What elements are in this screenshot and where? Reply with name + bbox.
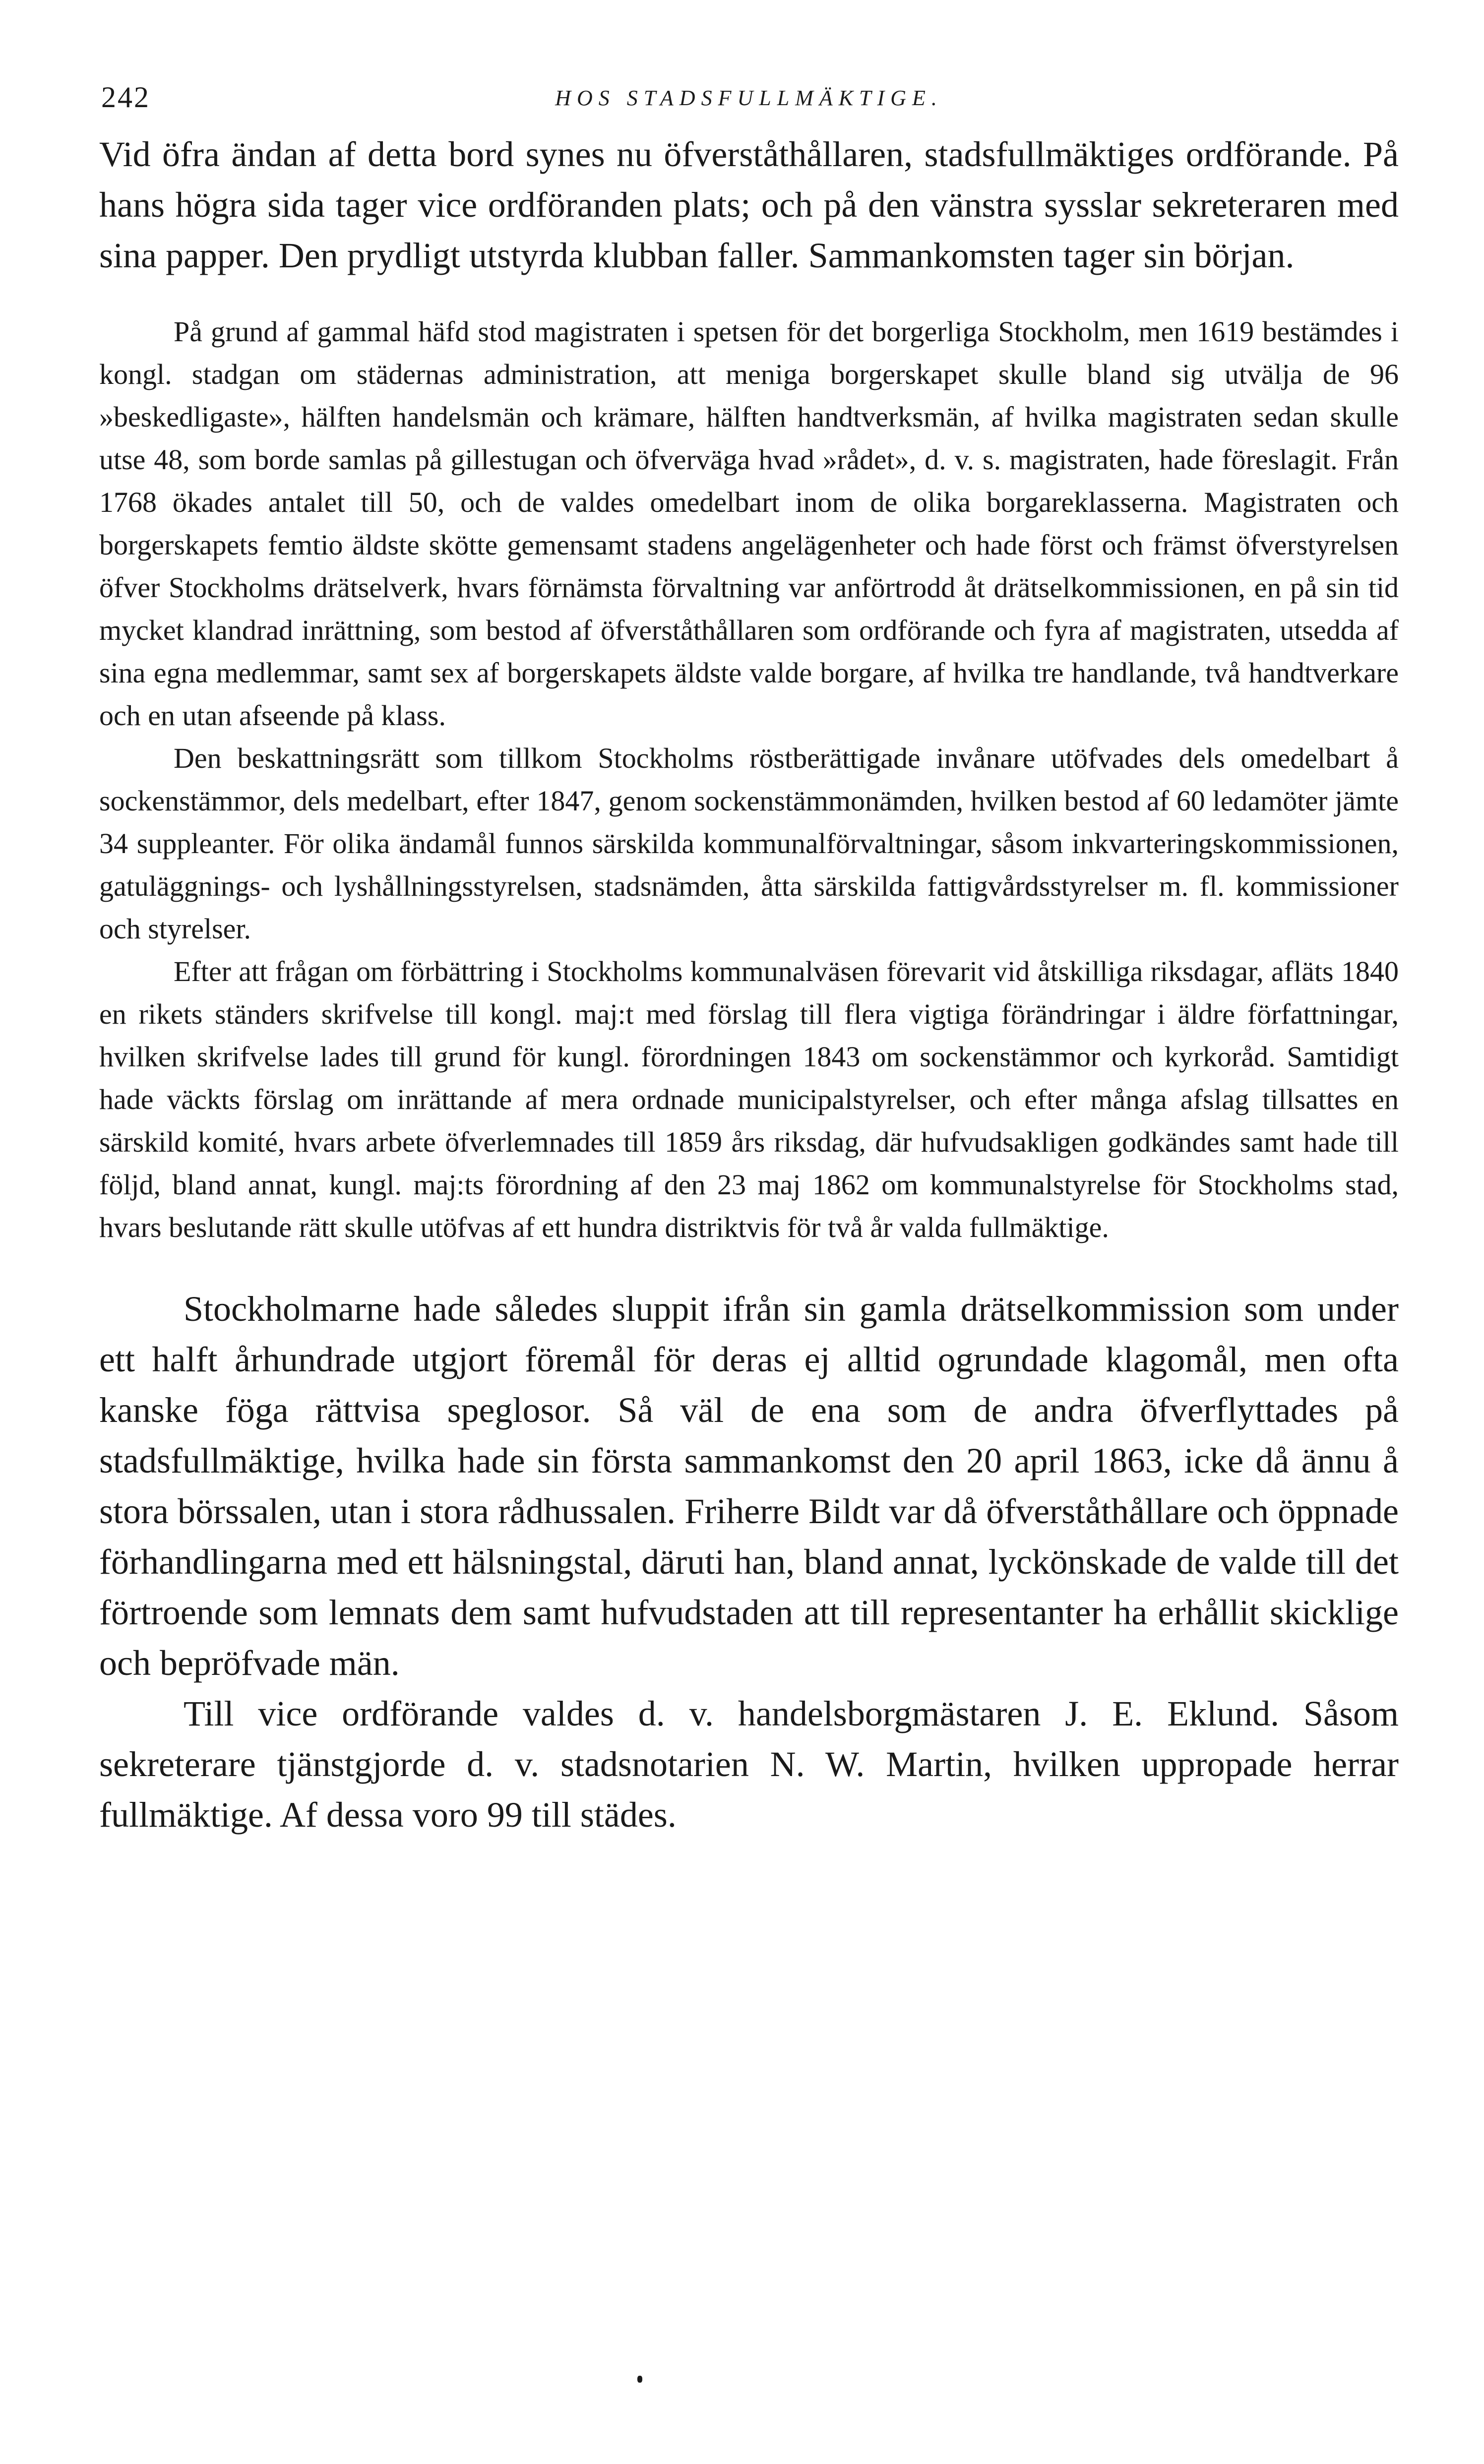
book-page [99,74,1399,2405]
page-number: 242 [101,81,150,114]
paragraph-stockholmarne: Stockholmarne hade således sluppit ifrån sin gamla drätselkommission som under ett halft århundrade utgjort föremål för deras ej alltid ogrundade klagomål, men ofta kanske föga rättvisa speglosor. Så väl de ena som de andra öfverflyttades på stadsfullmäktige, hvilka hade sin första sammankomst den 20 april 1863, icke då ännu å stora börssalen, utan i stora rådhussalen. Friherre Bildt var då öfverståthållare och öppnade förhandlingarna med ett hälsningstal, däruti han, bland annat, lyckönskade de valde till det förtroende som lemnats dem samt hufvudstaden att till representanter ha erhållit skicklige och bepröfvade män. [99,1289,1399,1683]
print-speck [637,2376,642,2383]
paragraph-note-beskattning: Den beskattningsrätt som tillkom Stockholms röstberättigade invånare utöfvades dels omedelbart å sockenstämmor, dels medelbart, efter 1847, genom sockenstämmonämden, hvilken bestod af 60 ledamöter jämte 34 suppleanter. För olika ändamål funnos särskilda kommunalförvaltningar, såsom inkvarteringskommissionen, gatuläggnings- och lyshållningsstyrelsen, stadsnämden, åtta särskilda fattigvårdsstyrelser m. fl. kommissioner och styrelser. [99,742,1399,945]
running-title: HOS STADSFULLMÄKTIGE. [555,86,943,110]
paragraph-vice-ordforande: Till vice ordförande valdes d. v. handelsborgmästaren J. E. Eklund. Såsom sekreterare tjänstgjorde d. v. stadsnotarien N. W. Martin, hvilken uppropade herrar fullmäktige. Af dessa voro 99 till städes. [99,1694,1399,1835]
paragraph-note-forbattring: Efter att frågan om förbättring i Stockholms kommunalväsen förevarit vid åtskilliga riksdagar, afläts 1840 en rikets ständers skrifvelse till kongl. maj:t med förslag till flera vigtiga förändringar i äldre författningar, hvilken skrifvelse lades till grund för kungl. förordningen 1843 om sockenstämmor och kyrkoråd. Samtidigt hade väckts förslag om inrättande af mera ordnade municipalstyrelser, och efter många afslag tillsattes en särskild komité, hvars arbete öfverlemnades till 1859 års riksdag, där hufvudsakligen godkändes samt hade till följd, bland annat, kungl. maj:ts förordning af den 23 maj 1862 om kommunalstyrelse för Stockholms stad, hvars beslutande rätt skulle utöfvas af ett hundra distriktvis för två år valda fullmäktige. [99,955,1399,1243]
paragraph-opening: Vid öfra ändan af detta bord synes nu öfverståthållaren, stadsfullmäktiges ordförande. På hans högra sida tager vice ordföranden plats; och på den vänstra sysslar sekreteraren med sina papper. Den prydligt utstyrda klubban faller. Sammankomsten tager sin början. [99,134,1399,275]
paragraph-note-magistraten: På grund af gammal häfd stod magistraten i spetsen för det borgerliga Stockholm, men 1619 bestämdes i kongl. stadgan om städernas administration, att meniga borgerskapet skulle bland sig utvälja de 96 »beskedligaste», hälften handelsmän och krämare, hälften handtverksmän, af hvilka magistraten sedan skulle utse 48, som borde samlas på gillestugan och öfverväga hvad »rådet», d. v. s. magistraten, hade föreslagit. Från 1768 ökades antalet till 50, och de valdes omedelbart inom de olika borgareklasserna. Magistraten och borgerskapets femtio äldste skötte gemensamt stadens angelägenheter och hade först och främst öfverstyrelsen öfver Stockholms drätselverk, hvars förnämsta förvaltning var anförtrodd åt drätselkommissionen, en på sin tid mycket klandrad inrättning, som bestod af öfverståthållaren som ordförande och fyra af magistraten, utsedda af sina egna medlemmar, samt sex af borgerskapets äldste valde borgare, af hvilka tre handlande, två handtverkare och en utan afseende på klass. [99,315,1399,732]
running-head [99,74,1399,129]
